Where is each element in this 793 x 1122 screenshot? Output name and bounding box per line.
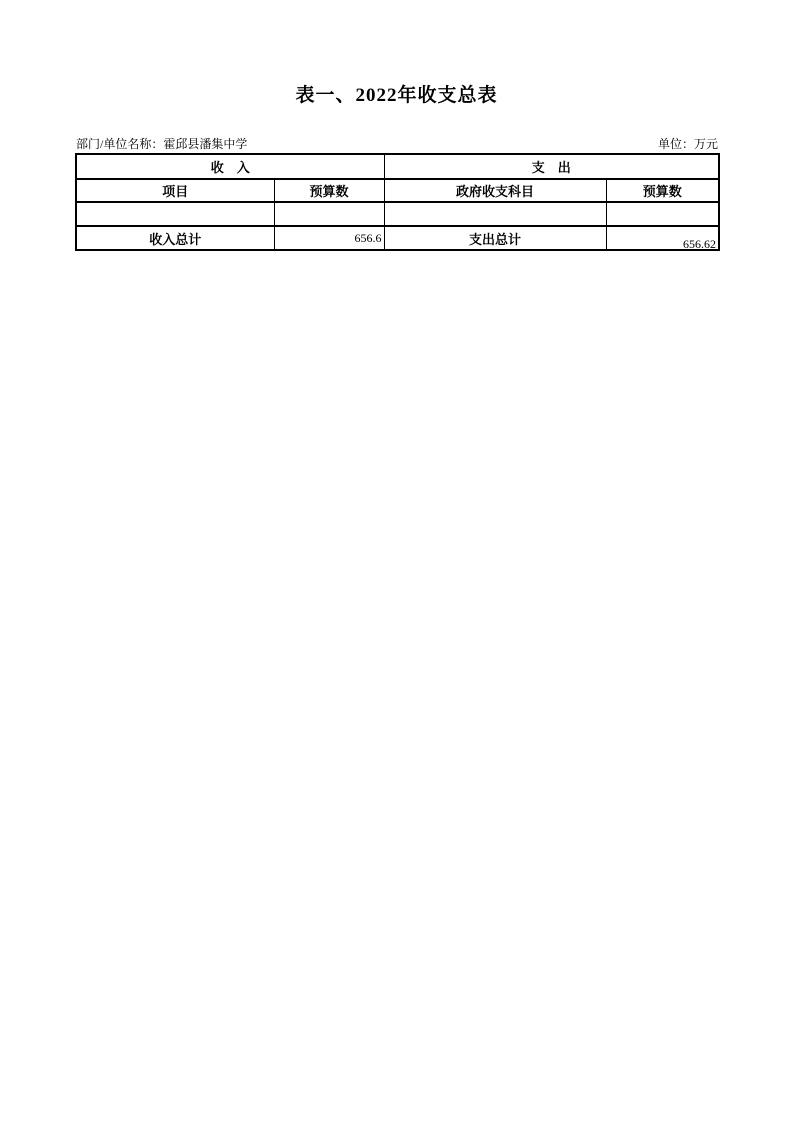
budget-summary-table: [75, 153, 720, 251]
income-section-header: 收 入: [76, 154, 384, 179]
meta-row: [76, 135, 718, 152]
empty-income-item-cell: [76, 202, 274, 226]
income-total-label: 收入总计: [76, 226, 274, 250]
income-budget-column-header: 预算数: [274, 179, 384, 202]
empty-expenditure-budget-cell: [606, 202, 719, 226]
expenditure-total-value: 656.62: [683, 237, 717, 251]
expenditure-total-cell: [606, 226, 719, 250]
expenditure-budget-column-header: 预算数: [606, 179, 719, 202]
income-total-value: 656.6: [274, 226, 384, 250]
empty-data-row: [76, 202, 719, 226]
total-row: [76, 226, 719, 250]
department-name-label: 部门/单位名称：霍邱县潘集中学: [76, 137, 248, 151]
column-header-row: [76, 179, 719, 202]
empty-expenditure-item-cell: [384, 202, 606, 226]
income-item-column-header: 项目: [76, 179, 274, 202]
unit-label: 单位：万元: [657, 137, 718, 151]
expenditure-total-label: 支出总计: [384, 226, 606, 250]
expenditure-section-header: 支 出: [384, 154, 719, 179]
empty-income-budget-cell: [274, 202, 384, 226]
section-header-row: [76, 154, 719, 179]
page-title: 表一、2022年收支总表: [295, 85, 498, 106]
expenditure-item-column-header: 政府收支科目: [384, 179, 606, 202]
